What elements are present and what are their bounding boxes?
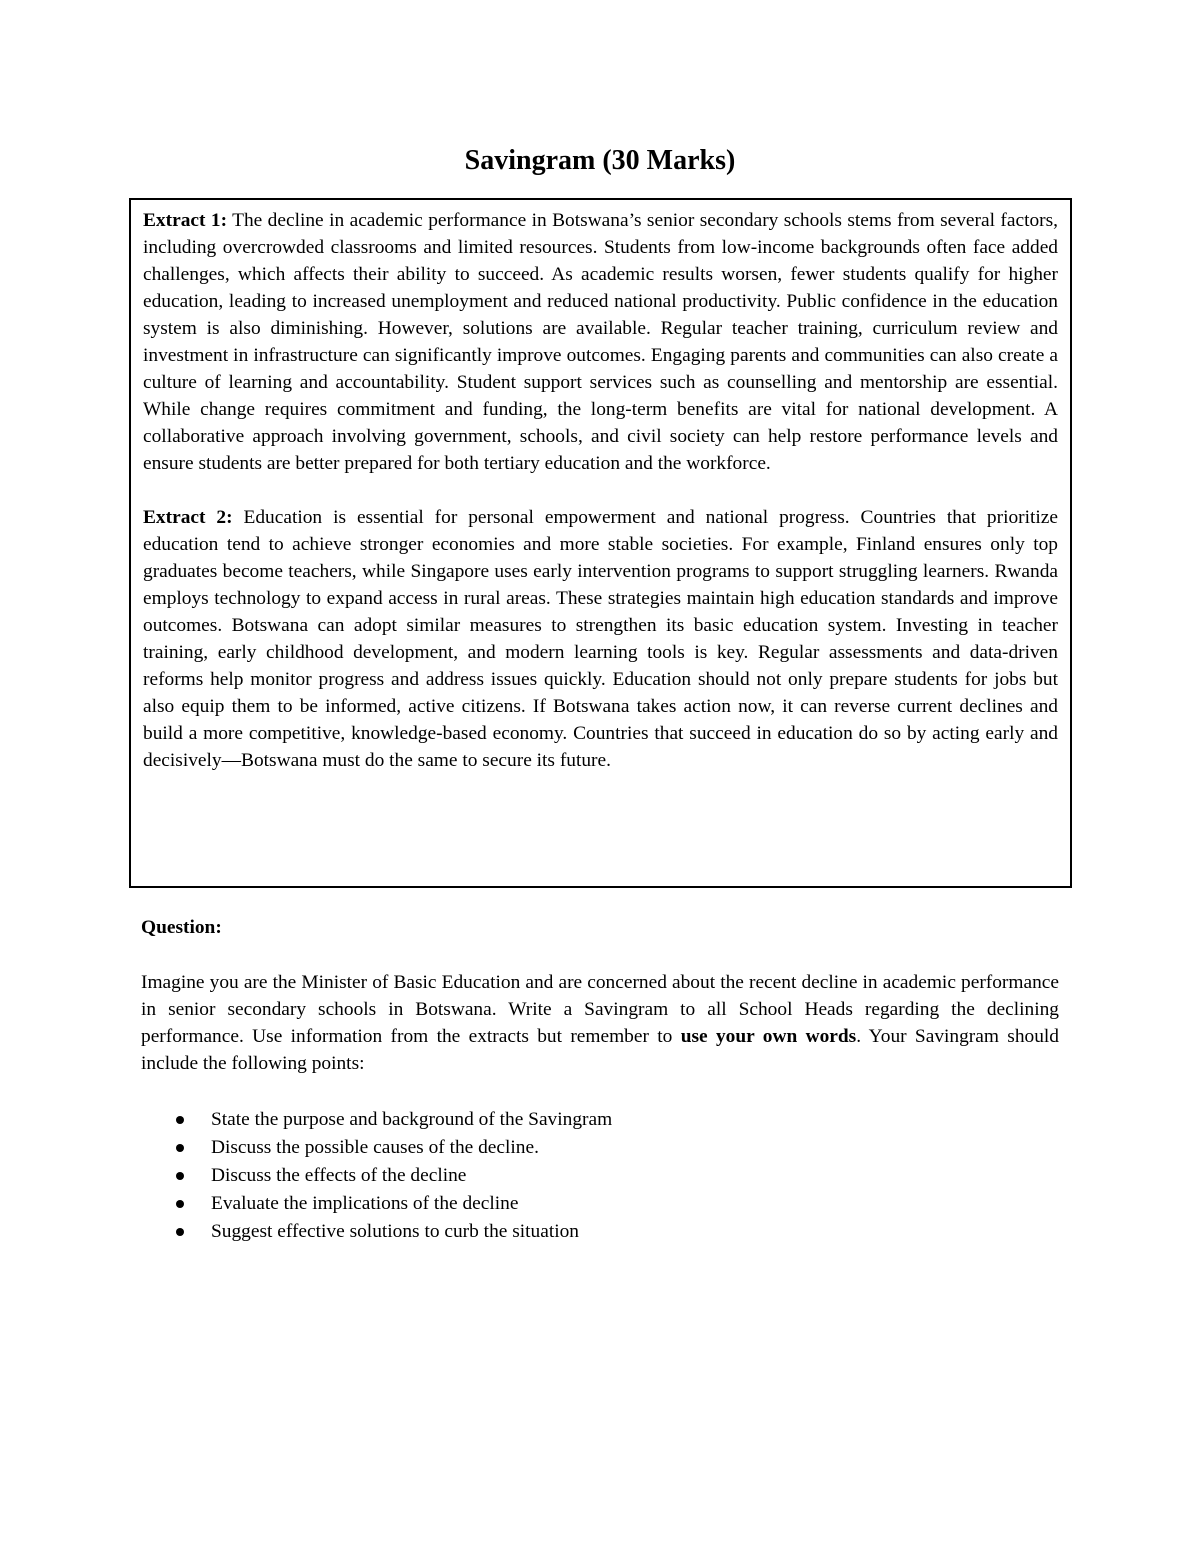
points-list	[141, 1106, 1059, 1246]
extract-2	[143, 504, 1058, 774]
list-item	[141, 1218, 1059, 1246]
list-item-text: State the purpose and background of the Savingram	[211, 1109, 613, 1130]
bullet-icon	[176, 1116, 184, 1124]
page-title: Savingram (30 Marks)	[464, 145, 736, 176]
list-item	[141, 1162, 1059, 1190]
extract-1-label: Extract 1:	[143, 210, 228, 231]
bullet-icon	[176, 1144, 184, 1152]
list-item	[141, 1190, 1059, 1218]
extracts-box	[129, 198, 1072, 888]
list-item	[141, 1134, 1059, 1162]
bullet-icon	[176, 1200, 184, 1208]
extract-1-text: The decline in academic performance in Botswana’s senior secondary schools stems from several factors, including overcrowded classrooms and limited resources. Students from low-income backgrounds often face added challenges, which affects their ability to succeed. As academic results worsen, fewer students qualify for higher education, leading to increased unemployment and reduced national productivity. Public confidence in the education system is also diminishing. However, solutions are available. Regular teacher training, curriculum review and investment in infrastructure can significantly improve outcomes. Engaging parents and communities can also create a culture of learning and accountability. Student support services such as counselling and mentorship are essential. While change requires commitment and funding, the long-term benefits are vital for national development. A collaborative approach involving government, schools, and civil society can help restore performance levels and ensure students are better prepared for both tertiary education and the workforce.	[143, 210, 1059, 474]
bullet-icon	[176, 1172, 184, 1180]
list-item	[141, 1106, 1059, 1134]
question-text-after: . Your Savingram should include the following points:	[141, 1026, 1059, 1074]
extract-2-text: Education is essential for personal empowerment and national progress. Countries that prioritize education tend to achieve stronger economies and more stable societies. For example, Finland ensures only top graduates become teachers, while Singapore uses early intervention programs to support struggling learners. Rwanda employs technology to expand access in rural areas. These strategies maintain high education standards and improve outcomes. Botswana can adopt similar measures to strengthen its basic education system. Investing in teacher training, early childhood development, and modern learning tools is key. Regular assessments and data-driven reforms help monitor progress and address issues quickly. Education should not only prepare students for jobs but also equip them to be informed, active citizens. If Botswana takes action now, it can reverse current declines and build a more competitive, knowledge-based economy. Countries that succeed in education do so by acting early and decisively—Botswana must do the same to secure its future.	[143, 507, 1058, 771]
list-item-text: Discuss the possible causes of the decline.	[211, 1137, 539, 1158]
question-text-before: Imagine you are the Minister of Basic Education and are concerned about the recent decline in academic performance in senior secondary schools in Botswana. Write a Savingram to all School Heads regarding the declining performance. Use information from the extracts but remember to	[141, 972, 1059, 1047]
list-item-text: Discuss the effects of the decline	[211, 1165, 467, 1186]
question-emphasis: use your own words	[680, 1026, 857, 1047]
question-heading: Question:	[141, 917, 222, 938]
question-text	[141, 969, 1059, 1077]
bullet-icon	[176, 1228, 184, 1236]
extract-2-label: Extract 2:	[143, 507, 233, 528]
list-item-text: Evaluate the implications of the decline	[211, 1193, 519, 1214]
extract-1	[143, 207, 1058, 477]
list-item-text: Suggest effective solutions to curb the situation	[211, 1221, 580, 1242]
